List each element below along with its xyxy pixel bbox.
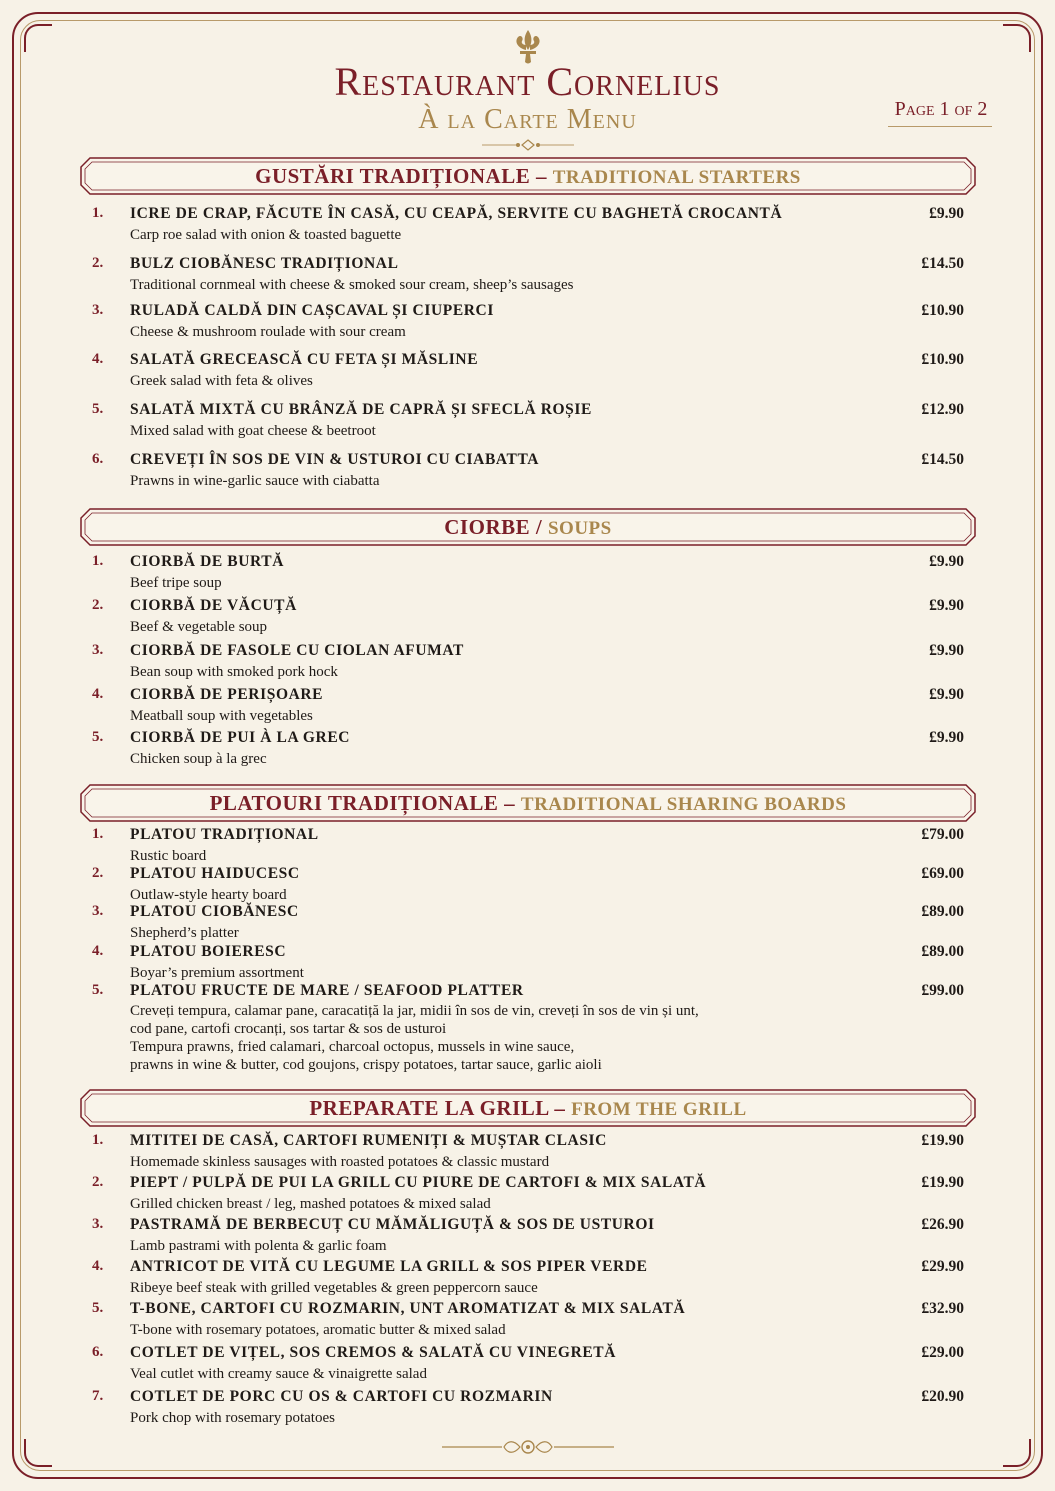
item-price: £32.90 — [921, 1300, 964, 1317]
item-description: Bean soup with smoked pork hock — [130, 664, 338, 680]
title-divider-ornament — [478, 138, 578, 152]
item-name: PLATOU BOIERESC — [130, 943, 287, 960]
item-price: £9.90 — [929, 729, 964, 746]
corner-ornament — [24, 1439, 52, 1467]
item-description: Boyar’s premium assortment — [130, 965, 304, 981]
item-price: £29.00 — [921, 1344, 964, 1361]
item-description: Pork chop with rosemary potatoes — [130, 1410, 335, 1426]
item-price: £69.00 — [921, 865, 964, 882]
item-number: 6. — [92, 1344, 104, 1360]
bottom-ornament — [440, 1436, 616, 1458]
item-name: ICRE DE CRAP, FĂCUTE ÎN CASĂ, CU CEAPĂ, SERVITE CU BAGHETĂ CROCANTĂ — [130, 205, 783, 222]
item-name: SALATĂ MIXTĂ CU BRÂNZĂ DE CAPRĂ ȘI SFECLĂ ROȘIE — [130, 401, 592, 418]
item-number: 3. — [92, 903, 104, 919]
item-number: 4. — [92, 943, 104, 959]
item-description: Beef tripe soup — [130, 575, 222, 591]
item-description: Shepherd’s platter — [130, 925, 239, 941]
item-price: £14.50 — [921, 451, 964, 468]
item-name: PLATOU TRADIȚIONAL — [130, 826, 319, 843]
section-title — [80, 784, 976, 822]
item-name: CIORBĂ DE PERIȘOARE — [130, 686, 324, 703]
item-price: £19.90 — [921, 1132, 964, 1149]
section-title-ro: CIORBE — [444, 515, 531, 539]
item-number: 2. — [92, 865, 104, 881]
item-description: Rustic board — [130, 848, 207, 864]
item-number: 2. — [92, 1174, 104, 1190]
section-title-separator: / — [535, 515, 543, 539]
item-price: £9.90 — [929, 686, 964, 703]
item-number: 3. — [92, 1216, 104, 1232]
item-name: CIORBĂ DE FASOLE CU CIOLAN AFUMAT — [130, 642, 464, 659]
item-name: RULADĂ CALDĂ DIN CAȘCAVAL ȘI CIUPERCI — [130, 302, 494, 319]
item-price: £99.00 — [921, 982, 964, 999]
item-price: £12.90 — [921, 401, 964, 418]
item-description: Carp roe salad with onion & toasted baguette — [130, 227, 402, 243]
item-number: 2. — [92, 597, 104, 613]
item-price: £14.50 — [921, 255, 964, 272]
item-number: 5. — [92, 982, 104, 998]
item-number: 1. — [92, 553, 104, 569]
item-description: Cheese & mushroom roulade with sour cream — [130, 324, 406, 340]
item-description: Ribeye beef steak with grilled vegetables & green peppercorn sauce — [130, 1280, 538, 1296]
item-price: £26.90 — [921, 1216, 964, 1233]
item-description: Grilled chicken breast / leg, mashed potatoes & mixed salad — [130, 1196, 491, 1212]
item-price: £9.90 — [929, 205, 964, 222]
menu-subtitle: À la Carte Menu — [418, 104, 637, 135]
section-title-separator: – — [535, 164, 547, 188]
section-title-ro: PLATOURI TRADIȚIONALE — [209, 791, 499, 815]
item-number: 3. — [92, 642, 104, 658]
item-name: PLATOU FRUCTE DE MARE / SEAFOOD PLATTER — [130, 982, 524, 999]
item-price: £20.90 — [921, 1388, 964, 1405]
item-name: MITITEI DE CASĂ, CARTOFI RUMENIȚI & MUȘTAR CLASIC — [130, 1132, 607, 1149]
item-description: Veal cutlet with creamy sauce & vinaigrette salad — [130, 1366, 427, 1382]
item-name: COTLET DE PORC CU OS & CARTOFI CU ROZMARIN — [130, 1388, 553, 1405]
item-description: Homemade skinless sausages with roasted potatoes & classic mustard — [130, 1154, 550, 1170]
section-banner — [80, 784, 976, 822]
page-number: Page 1 of 2 — [894, 98, 988, 120]
item-price: £10.90 — [921, 351, 964, 368]
item-price: £9.90 — [929, 642, 964, 659]
item-description: Greek salad with feta & olives — [130, 373, 313, 389]
section-title-en: SOUPS — [547, 518, 612, 539]
item-name: CIORBĂ DE PUI À LA GREC — [130, 729, 351, 746]
item-description: T-bone with rosemary potatoes, aromatic butter & mixed salad — [130, 1322, 506, 1338]
item-name: CIORBĂ DE VĂCUȚĂ — [130, 597, 297, 614]
item-description: Outlaw-style hearty board — [130, 887, 287, 903]
section-title — [80, 508, 976, 546]
item-description: Lamb pastrami with polenta & garlic foam — [130, 1238, 387, 1254]
item-description: Chicken soup à la grec — [130, 751, 267, 767]
item-number: 5. — [92, 1300, 104, 1316]
item-price: £89.00 — [921, 903, 964, 920]
item-description: Tempura prawns, fried calamari, charcoal octopus, mussels in wine sauce, — [130, 1039, 575, 1055]
item-name: ANTRICOT DE VITĂ CU LEGUME LA GRILL & SOS PIPER VERDE — [130, 1258, 648, 1275]
item-name: PLATOU CIOBĂNESC — [130, 903, 299, 920]
page-number-underline — [888, 126, 992, 127]
item-price: £19.90 — [921, 1174, 964, 1191]
section-title-en: TRADITIONAL STARTERS — [552, 167, 801, 188]
item-number: 5. — [92, 729, 104, 745]
corner-ornament — [1003, 24, 1031, 52]
item-name: SALATĂ GRECEASCĂ CU FETA ȘI MĂSLINE — [130, 351, 479, 368]
item-number: 4. — [92, 351, 104, 367]
item-price: £29.90 — [921, 1258, 964, 1275]
section-banner — [80, 157, 976, 195]
item-number: 4. — [92, 686, 104, 702]
item-description: Prawns in wine-garlic sauce with ciabatta — [130, 473, 380, 489]
section-banner — [80, 508, 976, 546]
item-description: prawns in wine & butter, cod goujons, crispy potatoes, tartar sauce, garlic aioli — [130, 1057, 602, 1073]
item-description: Creveți tempura, calamar pane, caracatiță la jar, midii în sos de vin, creveți în sos de vin și unt, — [130, 1003, 699, 1019]
item-price: £9.90 — [929, 553, 964, 570]
item-description: Mixed salad with goat cheese & beetroot — [130, 423, 376, 439]
section-banner — [80, 1089, 976, 1127]
item-price: £10.90 — [921, 302, 964, 319]
item-description: Beef & vegetable soup — [130, 619, 268, 635]
item-name: COTLET DE VIȚEL, SOS CREMOS & SALATĂ CU VINEGRETĂ — [130, 1344, 617, 1361]
item-price: £9.90 — [929, 597, 964, 614]
item-number: 1. — [92, 1132, 104, 1148]
section-title-ro: PREPARATE LA GRILL — [309, 1096, 549, 1120]
item-name: PIEPT / PULPĂ DE PUI LA GRILL CU PIURE DE CARTOFI & MIX SALATĂ — [130, 1174, 707, 1191]
item-description: Meatball soup with vegetables — [130, 708, 313, 724]
item-description: Traditional cornmeal with cheese & smoked sour cream, sheep’s sausages — [130, 277, 574, 293]
section-title — [80, 1089, 976, 1127]
item-description: cod pane, cartofi crocanți, sos tartar & sos de usturoi — [130, 1021, 447, 1037]
item-number: 3. — [92, 302, 104, 318]
item-number: 2. — [92, 255, 104, 271]
item-name: BULZ CIOBĂNESC TRADIȚIONAL — [130, 255, 399, 272]
item-number: 5. — [92, 401, 104, 417]
item-name: PASTRAMĂ DE BERBECUȚ CU MĂMĂLIGUȚĂ & SOS DE USTUROI — [130, 1216, 655, 1233]
item-name: PLATOU HAIDUCESC — [130, 865, 300, 882]
section-title-en: FROM THE GRILL — [571, 1099, 747, 1120]
item-name: CREVEȚI ÎN SOS DE VIN & USTUROI CU CIABATTA — [130, 451, 540, 468]
item-number: 4. — [92, 1258, 104, 1274]
section-title-en: TRADITIONAL SHARING BOARDS — [520, 794, 847, 815]
section-title-separator: – — [554, 1096, 566, 1120]
item-name: T-BONE, CARTOFI CU ROZMARIN, UNT AROMATIZAT & MIX SALATĂ — [130, 1300, 686, 1317]
corner-ornament — [1003, 1439, 1031, 1467]
item-number: 6. — [92, 451, 104, 467]
section-title-separator: – — [504, 791, 516, 815]
item-name: CIORBĂ DE BURTĂ — [130, 553, 285, 570]
item-number: 1. — [92, 205, 104, 221]
corner-ornament — [24, 24, 52, 52]
item-price: £79.00 — [921, 826, 964, 843]
section-title-ro: GUSTĂRI TRADIȚIONALE — [255, 164, 531, 188]
restaurant-title: Restaurant Cornelius — [334, 59, 721, 104]
item-number: 1. — [92, 826, 104, 842]
item-price: £89.00 — [921, 943, 964, 960]
item-number: 7. — [92, 1388, 104, 1404]
section-title — [80, 157, 976, 195]
